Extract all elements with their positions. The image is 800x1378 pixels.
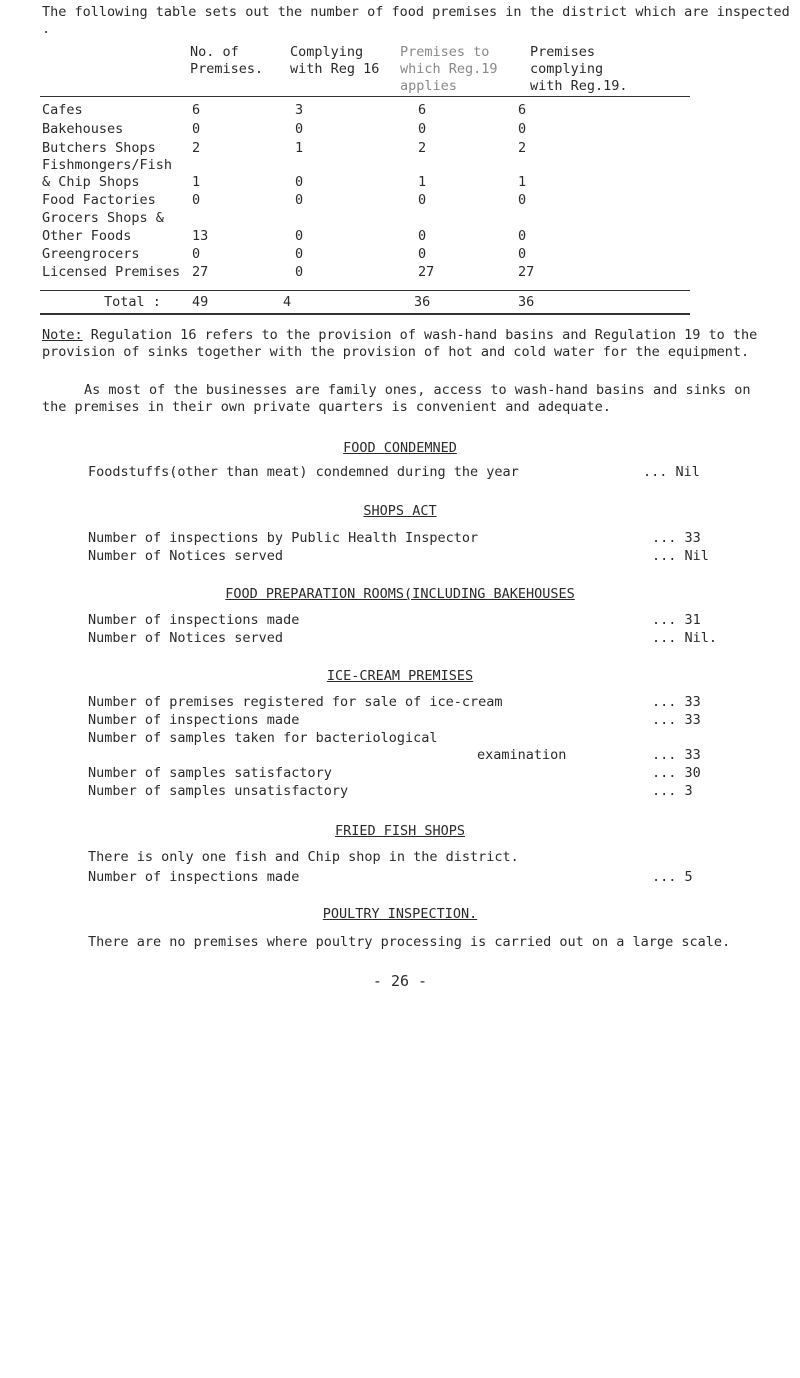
- note-text: Regulation 16 refers to the provision of wash-hand basins and Regulation 19 to the provision of sinks together with the provision of hot and cold water for the equipment.: [42, 327, 758, 360]
- cell: 6: [518, 102, 527, 118]
- poultry-paragraph: There are no premises where poultry processing is carried out on a large scale.: [88, 934, 731, 950]
- cell: 0: [418, 228, 427, 244]
- row-label: Food Factories: [42, 192, 156, 208]
- line-label: There is only one fish and Chip shop in the district.: [88, 849, 519, 865]
- cell: 0: [192, 192, 201, 208]
- header-complying-reg19: Premises complying with Reg.19.: [530, 44, 628, 94]
- cell: 6: [192, 102, 201, 118]
- cell: 27: [192, 264, 209, 280]
- cell: 0: [295, 264, 304, 280]
- note-paragraph: [42, 327, 782, 361]
- line-value: ... 31: [652, 612, 701, 628]
- header-reg19-applies: Premises to which Reg.19 applies: [400, 44, 498, 94]
- total-cell: 36: [414, 294, 431, 310]
- line-label: Number of inspections made: [88, 612, 300, 628]
- total-cell: 36: [518, 294, 535, 310]
- total-label: Total :: [104, 294, 161, 310]
- page-number: - 26 -: [372, 972, 428, 990]
- line-label: Number of Notices served: [88, 630, 284, 646]
- cell: 0: [418, 121, 427, 137]
- cell: 2: [518, 140, 527, 156]
- line-value: ... 30: [652, 765, 701, 781]
- cell: 27: [418, 264, 435, 280]
- row-label: Licensed Premises: [42, 264, 181, 280]
- cell: 1: [418, 174, 427, 190]
- line-label: Number of samples taken for bacteriological: [88, 730, 438, 746]
- line-label: Number of samples unsatisfactory: [88, 783, 349, 799]
- line-value: ... 33: [652, 694, 701, 710]
- header-complying-reg16: Complying with Reg 16: [290, 44, 380, 77]
- cell: 6: [418, 102, 427, 118]
- line-label: Number of samples satisfactory: [88, 765, 332, 781]
- row-label: & Chip Shops: [42, 174, 140, 190]
- note-label: Note:: [42, 327, 83, 343]
- intro-paragraph: The following table sets out the number of food premises in the district which are inspected .: [42, 4, 790, 37]
- line-value: ... Nil.: [652, 630, 718, 646]
- line-value: ... Nil: [652, 548, 709, 564]
- cell: 0: [192, 121, 201, 137]
- cell: 0: [295, 228, 304, 244]
- line-label: Number of inspections by Public Health Inspector: [88, 530, 479, 546]
- line-label: Number of inspections made: [88, 869, 300, 885]
- section-title-food-preparation: FOOD PREPARATION ROOMS(INCLUDING BAKEHOUSES: [225, 586, 575, 602]
- totals-bottom-rule: [40, 313, 690, 315]
- cell: 0: [295, 121, 304, 137]
- line-value: ... Nil: [643, 464, 700, 480]
- section-title-shops-act: SHOPS ACT: [363, 503, 437, 519]
- row-label: Butchers Shops: [42, 140, 156, 156]
- total-cell: 4: [283, 294, 292, 310]
- header-no-of-premises: No. of Premises.: [190, 44, 264, 77]
- cell: 0: [192, 246, 201, 262]
- cell: 0: [518, 228, 527, 244]
- cell: 27: [518, 264, 535, 280]
- row-label: Bakehouses: [42, 121, 124, 137]
- line-label: Number of premises registered for sale of ice-cream: [88, 694, 503, 710]
- cell: 13: [192, 228, 209, 244]
- row-label: Cafes: [42, 102, 83, 118]
- row-label: Other Foods: [42, 228, 132, 244]
- totals-top-rule: [40, 290, 690, 291]
- line-label: Foodstuffs(other than meat) condemned during the year: [88, 464, 519, 480]
- cell: 0: [295, 174, 304, 190]
- cell: 1: [192, 174, 201, 190]
- line-value: ... 33: [652, 712, 701, 728]
- line-value: ... 5: [652, 869, 693, 885]
- cell: 0: [518, 121, 527, 137]
- cell: 2: [192, 140, 201, 156]
- cell: 0: [418, 192, 427, 208]
- total-cell: 49: [192, 294, 209, 310]
- cell: 3: [295, 102, 304, 118]
- cell: 0: [518, 192, 527, 208]
- line-label: Number of inspections made: [88, 712, 300, 728]
- row-label: Grocers Shops &: [42, 210, 164, 226]
- section-title-poultry: POULTRY INSPECTION.: [322, 906, 478, 922]
- section-title-fried-fish: FRIED FISH SHOPS: [334, 823, 466, 839]
- line-value: ... 33: [652, 530, 701, 546]
- line-value: ... 3: [652, 783, 693, 799]
- line-value: ... 33: [652, 747, 701, 763]
- section-title-ice-cream: ICE-CREAM PREMISES: [326, 668, 474, 684]
- row-label: Greengrocers: [42, 246, 140, 262]
- table-header-rule: [40, 96, 690, 97]
- cell: 0: [295, 246, 304, 262]
- cell: 1: [295, 140, 304, 156]
- family-paragraph: As most of the businesses are family ones, access to wash-hand basins and sinks on the premises in their own private quarters is convenient and adequate.: [42, 382, 751, 415]
- cell: 1: [518, 174, 527, 190]
- cell: 2: [418, 140, 427, 156]
- row-label: Fishmongers/Fish: [42, 157, 173, 173]
- cell: 0: [295, 192, 304, 208]
- line-label: Number of Notices served: [88, 548, 284, 564]
- cell: 0: [518, 246, 527, 262]
- section-title-food-condemned: FOOD CONDEMNED: [343, 440, 457, 456]
- line-label: examination: [477, 747, 567, 763]
- cell: 0: [418, 246, 427, 262]
